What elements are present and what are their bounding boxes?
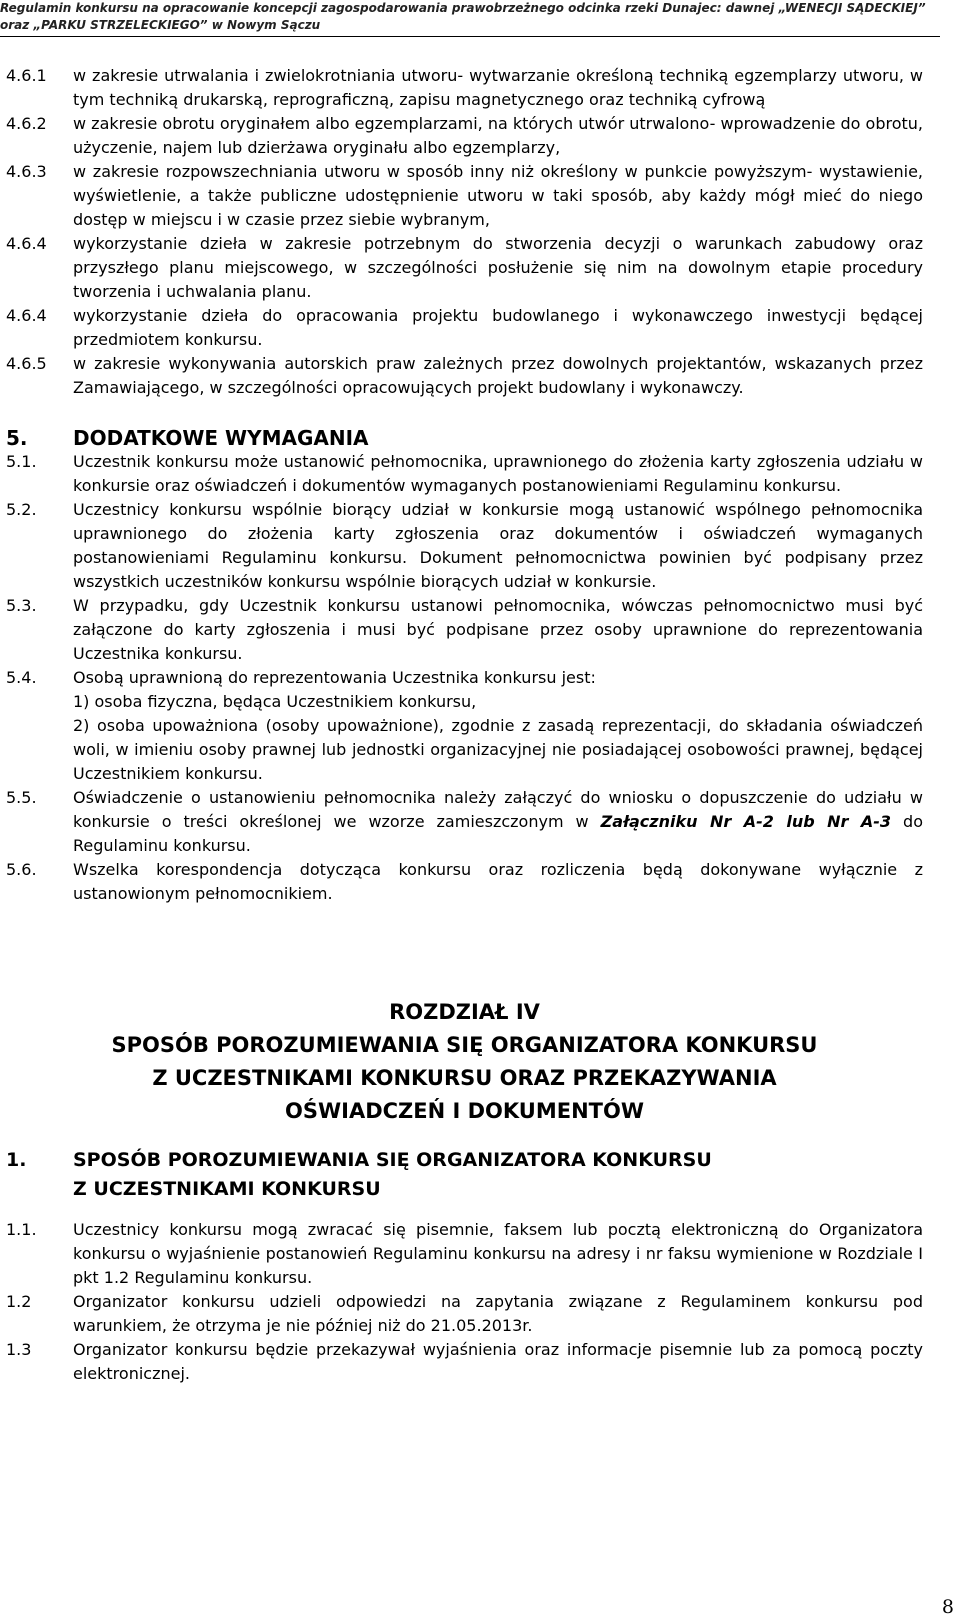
item-number: 5.6. [6,860,37,879]
text-segment: do Regulaminu konkursu. [73,812,923,855]
section-title-line: Z UCZESTNIKAMI KONKURSU [73,1178,381,1200]
chapter-line: Z UCZESTNIKAMI KONKURSU ORAZ PRZEKAZYWANIA [152,1066,777,1090]
item-text: w zakresie rozpowszechniania utworu w sposób inny niż określony w punkcie powyższym- wystawienie, wyświetlenie, a także publiczne udostępnienie utworu w taki sposób, aby każdy mógł mieć do niego dostęp w miejscu i w czasie przez siebie wybranym, [73,162,923,229]
item-text: wykorzystanie dzieła w zakresie potrzebnym do stworzenia decyzji o warunkach zabudowy oraz przyszłego planu miejscowego, w szczególności posłużenie się nim na dowolnym etapie procedury tworzenia i uchwalania planu. [73,234,923,301]
item-number: 1.2 [6,1292,32,1311]
list-item [6,666,923,786]
header-line-2: oraz „PARKU STRZELECKIEGO” w Nowym Sączu [0,18,321,32]
section-title: DODATKOWE WYMAGANIA [73,426,369,450]
item-number: 5.5. [6,788,37,807]
chapter-line: ROZDZIAŁ IV [389,1000,540,1024]
item-number: 4.6.4 [6,306,47,325]
item-text: Uczestnicy konkursu wspólnie biorący udział w konkursie mogą ustanowić wspólnego pełnomocnika uprawnionego do złożenia karty zgłoszenia oraz dokumentów i oświadczeń wymaganych postanowieniami Regulaminu konkursu. Dokument pełnomocnictwa powinien być podpisany przez wszystkich uczestników konkursu wspólnie biorących udział w konkursie. [73,500,923,591]
chapter-title [6,996,923,1128]
item-text: wykorzystanie dzieła do opracowania projektu budowlanego i wykonawczego inwestycji będącej przedmiotem konkursu. [73,306,923,349]
section-1-heading [6,1146,923,1204]
section-title [73,1146,712,1204]
sub-point: 2) osoba upoważniona (osoby upoważnione), zgodnie z zasadą reprezentacji, do składania oświadczeń woli, w imieniu osoby prawnej lub jednostki organizacyjnej nie posiadającej osobowości prawnej, będącej Uczestnikiem konkursu. [73,716,923,783]
section-number: 5. [6,426,28,450]
chapter-line: OŚWIADCZEŃ I DOKUMENTÓW [284,1099,645,1123]
item-number: 5.1. [6,452,37,471]
list-item [6,594,923,666]
page-number: 8 [941,1596,954,1618]
list-item [6,1338,923,1386]
text-segment: Oświadczenie o ustanowieniu pełnomocnika należy załączyć do wniosku o dopuszczenie do udziału w konkursie o treści określonej we wzorze zamieszczonym w [73,788,923,831]
sub-point: 1) osoba fizyczna, będąca Uczestnikiem konkursu, [73,692,477,711]
item-number: 4.6.2 [6,114,47,133]
section-number: 1. [6,1149,27,1171]
item-number: 5.3. [6,596,37,615]
chapter-line: SPOSÓB POROZUMIEWANIA SIĘ ORGANIZATORA KONKURSU [111,1033,818,1057]
list-item [6,858,923,906]
item-text: w zakresie wykonywania autorskich praw zależnych przez dowolnych projektantów, wskazanych przez Zamawiającego, w szczególności opracowujących projekt budowlany i wykonawczy. [73,354,923,397]
item-number: 5.4. [6,668,37,687]
item-text: w zakresie obrotu oryginałem albo egzemplarzami, na których utwór utrwalono- wprowadzenie do obrotu, użyczenie, najem lub dzierżawa oryginału albo egzemplarzy, [73,114,923,157]
item-text: Uczestnicy konkursu mogą zwracać się pisemnie, faksem lub pocztą elektroniczną do Organizatora konkursu o wyjaśnienie postanowień Regulaminu konkursu na adresy i nr faksu wymienione w Rozdziale I pkt 1.2 Regulaminu konkursu. [73,1220,923,1287]
document-body [6,64,923,1386]
list-item [6,786,923,858]
item-number: 4.6.3 [6,162,47,181]
item-text: Organizator konkursu udzieli odpowiedzi na zapytania związane z Regulaminem konkursu pod warunkiem, że otrzyma je nie później niż do 21.05.2013r. [73,1292,923,1335]
item-number: 5.2. [6,500,37,519]
page-header [0,0,940,37]
list-item [6,498,923,594]
item-number: 1.3 [6,1340,32,1359]
item-intro: Osobą uprawnioną do reprezentowania Uczestnika konkursu jest: [73,668,596,687]
section-title-line: SPOSÓB POROZUMIEWANIA SIĘ ORGANIZATORA KONKURSU [73,1149,712,1171]
attachment-reference: Załączniku Nr A-2 lub Nr A-3 [600,812,892,831]
item-text [73,666,923,786]
item-text: W przypadku, gdy Uczestnik konkursu ustanowi pełnomocnika, wówczas pełnomocnictwo musi być załączone do karty zgłoszenia i musi być podpisane przez osoby uprawnione do reprezentowania Uczestnika konkursu. [73,596,923,663]
list-item [6,1290,923,1338]
item-number: 4.6.4 [6,234,47,253]
list-item [6,160,923,232]
section-5-heading [6,426,923,450]
item-text: Wszelka korespondencja dotycząca konkursu oraz rozliczenia będą dokonywane wyłącznie z ustanowionym pełnomocnikiem. [73,860,923,903]
list-item [6,112,923,160]
list-item [6,450,923,498]
list-item [6,232,923,304]
item-number: 4.6.1 [6,66,47,85]
list-item [6,1218,923,1290]
item-number: 4.6.5 [6,354,47,373]
item-text: w zakresie utrwalania i zwielokrotniania utworu- wytwarzanie określoną techniką egzemplarzy utworu, w tym techniką drukarską, reprograficzną, zapisu magnetycznego oraz techniką cyfrową [73,66,923,109]
list-item [6,352,923,400]
item-text: Organizator konkursu będzie przekazywał wyjaśnienia oraz informacje pisemnie lub za pomocą poczty elektronicznej. [73,1340,923,1383]
header-line-1: Regulamin konkursu na opracowanie koncepcji zagospodarowania prawobrzeżnego odcinka rzeki Dunajec: dawnej „WENECJI SĄDECKIEJ” [0,1,926,15]
item-text [73,786,923,858]
list-item [6,64,923,112]
item-text: Uczestnik konkursu może ustanowić pełnomocnika, uprawnionego do złożenia karty zgłoszenia udziału w konkursie oraz oświadczeń i dokumentów wymaganych postanowieniami Regulaminu konkursu. [73,452,923,495]
item-number: 1.1. [6,1220,37,1239]
list-item [6,304,923,352]
